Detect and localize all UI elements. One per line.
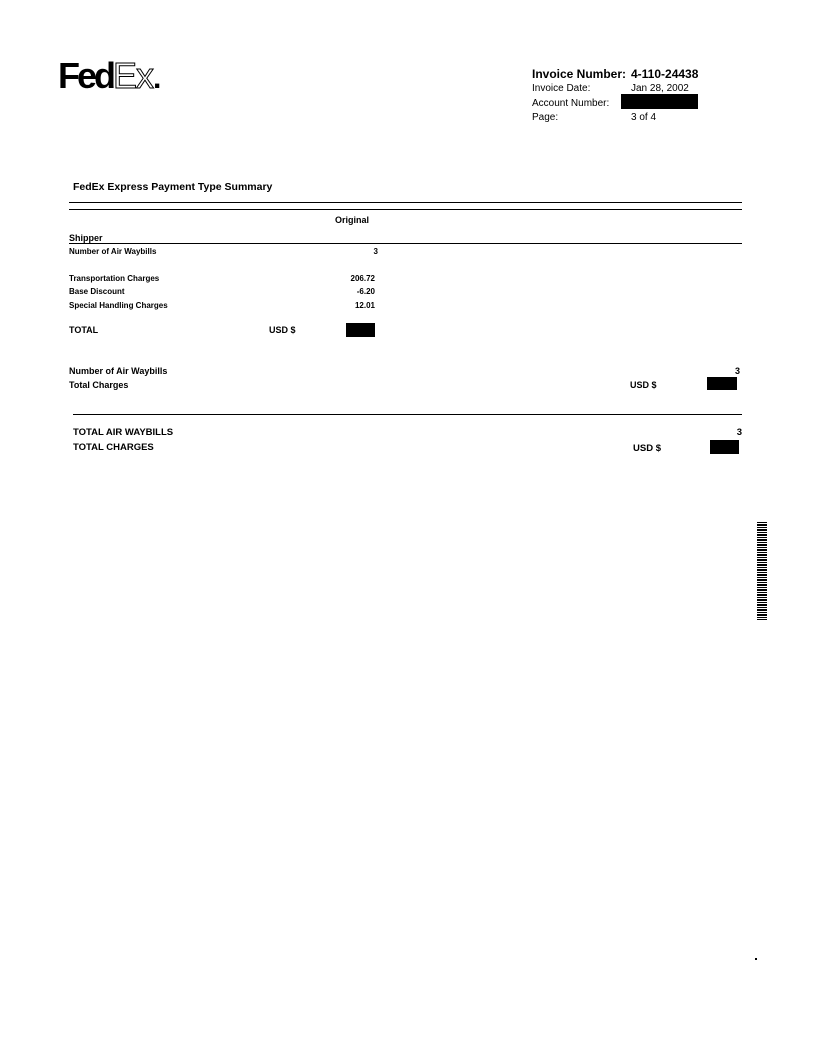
row-value-waybills: 3 — [373, 247, 378, 256]
invoice-date-label: Invoice Date: — [532, 83, 591, 94]
total-redaction — [346, 323, 375, 337]
row-label-special-handling: Special Handling Charges — [69, 301, 168, 310]
total-currency: USD $ — [269, 325, 296, 335]
grand-total-rule — [73, 414, 742, 415]
grand-charges-currency: USD $ — [633, 443, 661, 454]
column-header-original: Original — [335, 215, 370, 225]
invoice-number-value: 4-110-24438 — [631, 67, 699, 81]
section-title: FedEx Express Payment Type Summary — [73, 181, 273, 193]
section-rule-bottom — [69, 209, 742, 210]
subtotal-waybills-label: Number of Air Waybills — [69, 366, 168, 376]
row-value-transportation: 206.72 — [350, 274, 375, 283]
fedex-logo — [58, 55, 159, 96]
total-label: TOTAL — [69, 325, 99, 335]
grand-waybills-value: 3 — [736, 427, 742, 438]
subtotal-charges-redaction — [707, 377, 737, 390]
account-number-redaction — [621, 94, 698, 109]
side-barcode — [757, 522, 767, 620]
group-title-shipper: Shipper — [69, 233, 103, 243]
logo-dot: . — [153, 62, 159, 95]
account-number-label: Account Number: — [532, 98, 610, 109]
grand-waybills-label: TOTAL AIR WAYBILLS — [73, 427, 174, 438]
section-rule-top — [69, 202, 742, 203]
page-mark — [755, 958, 757, 960]
page-value: 3 of 4 — [631, 112, 657, 123]
grand-charges-label: TOTAL CHARGES — [73, 442, 154, 453]
row-label-base-discount: Base Discount — [69, 287, 125, 296]
row-label-transportation: Transportation Charges — [69, 274, 160, 283]
table-header-rule — [69, 243, 742, 244]
row-label-waybills: Number of Air Waybills — [69, 247, 157, 256]
grand-charges-redaction — [710, 440, 739, 454]
logo-ex: Ex — [113, 55, 154, 96]
row-value-base-discount: -6.20 — [356, 287, 375, 296]
row-value-special-handling: 12.01 — [354, 301, 375, 310]
subtotal-charges-label: Total Charges — [69, 380, 129, 390]
subtotal-charges-currency: USD $ — [630, 380, 657, 390]
logo-fed: Fed — [58, 55, 114, 96]
invoice-date-value: Jan 28, 2002 — [631, 83, 689, 94]
subtotal-waybills-value: 3 — [734, 366, 740, 376]
page-label: Page: — [532, 112, 559, 123]
invoice-number-label: Invoice Number: — [532, 67, 627, 81]
